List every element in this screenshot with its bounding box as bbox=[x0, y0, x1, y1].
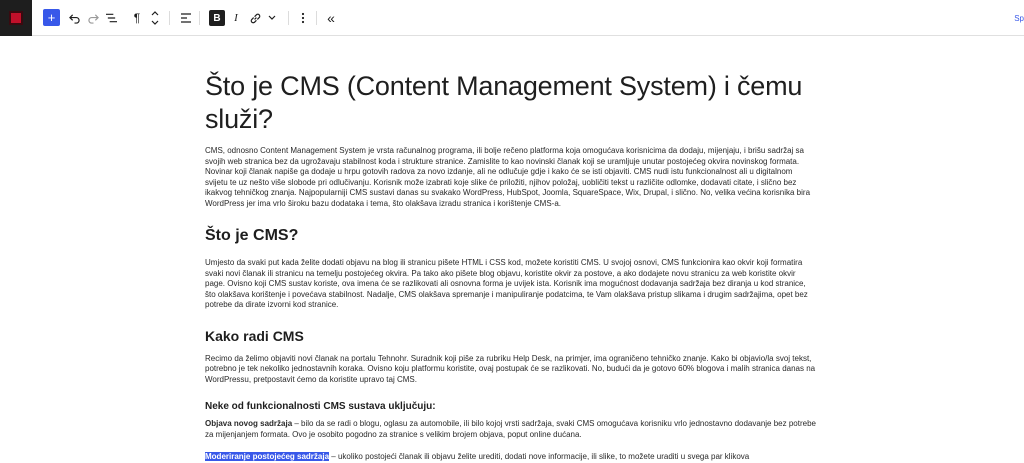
heading-kako-radi-cms[interactable]: Kako radi CMS bbox=[205, 327, 304, 344]
undo-icon bbox=[69, 13, 80, 24]
paragraph-icon: ¶ bbox=[133, 11, 141, 25]
bold-button[interactable] bbox=[209, 10, 225, 26]
site-logo[interactable] bbox=[0, 0, 32, 36]
redo-icon bbox=[88, 13, 99, 24]
move-up-down-button[interactable] bbox=[150, 9, 160, 27]
collapse-toolbar-button[interactable] bbox=[325, 9, 337, 27]
toolbar-divider bbox=[199, 11, 200, 25]
intro-paragraph[interactable]: CMS, odnosno Content Management System je vrsta računalnog programa, ili bolje rečeno platforma koja omogućava korisnicima da dodaju, mijenjaju, i brišu sadržaj sa svojih web stranica bez da ugrožavaju stabilnost koda i strukture stranice. Zamislite to kao novinski članak koji se uramljuje unutar postojećeg okvira novinskog formata. Novinar koji članak napiše ga dodaje u hrpu gotovih radova za novo izdanje, ali ne odlučuje gdje i kako će se isti objaviti. CMS nudi istu funkcionalnost ali u digitalnom svijetu te uz nešto više slobode pri odlučivanju. Korisnik može izabrati koje slike će priložiti, njihov položaj, uobličiti tekst u različite odlomke, dodavati citate, i slično bez ikakvog tehničkog znanja. Najpopularniji CMS sustavi danas su svakako WordPress, HubSpot, Joomla, SquareSpace, Wix, Drupal, i slično. No, velika većina korisnika bira WordPress jer ima vrlo široku bazu dodataka i tema, što olakšava izradu stranica i korištenje CMS-a. bbox=[205, 146, 811, 208]
undo-button[interactable] bbox=[67, 9, 81, 27]
align-icon bbox=[181, 13, 191, 23]
chevron-down-icon bbox=[268, 15, 276, 21]
publish-button[interactable]: Sp bbox=[1014, 14, 1024, 23]
post-title[interactable] bbox=[205, 70, 817, 136]
toolbar-divider bbox=[169, 11, 170, 25]
bold-icon: B bbox=[213, 12, 221, 24]
feature-label: Objava novog sadržaja bbox=[205, 419, 293, 428]
selected-text: Moderiranje postojećeg sadržaja bbox=[205, 452, 330, 461]
paragraph-block-button[interactable] bbox=[131, 9, 143, 27]
toolbar-divider bbox=[288, 11, 289, 25]
editor-canvas bbox=[205, 70, 817, 463]
redo-button[interactable] bbox=[86, 9, 100, 27]
link-icon bbox=[250, 13, 261, 24]
document-overview-icon bbox=[106, 13, 117, 23]
more-options-button[interactable] bbox=[298, 9, 308, 27]
collapse-icon: « bbox=[327, 10, 335, 26]
feature-text: – bilo da se radi o blogu, oglasu za automobile, ili bilo kojoj vrsti sadržaja, svaki CMS omogućava korisniku vrlo jednostavno dodavanje bez potrebe za mijenjanjem formata. Ovo je osobito pogodno za stranice s velikim brojem objava, poput online dućana. bbox=[205, 419, 816, 439]
document-overview-button[interactable] bbox=[104, 9, 118, 27]
feature-item-moderiranje[interactable] bbox=[205, 452, 817, 463]
paragraph-sto-je-cms[interactable]: Umjesto da svaki put kada želite dodati objavu na blog ili stranicu pišete HTML i CSS kod, možete koristiti CMS. U svojoj osnovi, CMS funkcionira kao okvir koji formatira svaki novi članak ili stranicu na temelju postojećeg okvira. Pa tako ako pišete blog objavu, koristite okvir za postove, a ako dodajete novu stranicu za web koristite okvir page. Ovisno koji CMS sustav koriste, ova imena će se razlikovati ali osnovna forma je uvijek ista. Korisnik ima mogućnost dodavanja sadržaja bez diranja u kod stranice, što olakšava korištenje i povećava stabilnost. Nadalje, CMS olakšava spremanje i manipuliranje podatcima, te Vam olakšava pristup slikama i drugim sadržajima, opet bez potrebe da dirate izvorni kod stranice. bbox=[205, 258, 808, 309]
more-options-icon bbox=[301, 12, 305, 24]
align-button[interactable] bbox=[180, 9, 192, 27]
editor-toolbar bbox=[0, 0, 1024, 36]
toolbar-divider bbox=[316, 11, 317, 25]
move-up-down-icon bbox=[151, 10, 159, 26]
heading-sto-je-cms[interactable]: Što je CMS? bbox=[205, 227, 299, 244]
link-button[interactable] bbox=[249, 9, 261, 27]
post-title-text: Što je CMS (Content Management System) i čemu služi? bbox=[205, 71, 803, 134]
heading-funkcionalnosti[interactable]: Neke od funkcionalnosti CMS sustava uključuju: bbox=[205, 401, 436, 412]
italic-button[interactable] bbox=[231, 9, 241, 27]
add-block-button[interactable] bbox=[43, 9, 60, 26]
more-rich-text-button[interactable] bbox=[267, 9, 277, 27]
add-block-icon: + bbox=[47, 10, 56, 25]
italic-icon: I bbox=[234, 12, 238, 24]
paragraph-kako-radi-cms[interactable]: Recimo da želimo objaviti novi članak na portalu Tehnohr. Suradnik koji piše za rubriku Help Desk, na primjer, ima ograničeno tehničko znanje. Kako bi objavio/la svoj tekst, potrebno je tek nekoliko jednostavnih koraka. Ovisno koju platformu koristite, ovaj postupak će se razlikovati. No, budući da je gotovo 60% blogova i malih stranica danas na WordPressu, pretpostavit ćemo da koristite upravo taj CMS. bbox=[205, 353, 816, 384]
feature-text: – ukoliko postojeći članak ili objavu želite urediti, dodati nove informacije, ili slike, to možete uraditi u svega par klikova bbox=[329, 452, 750, 461]
feature-item-objava[interactable] bbox=[205, 419, 817, 440]
site-logo-mark bbox=[9, 11, 23, 25]
